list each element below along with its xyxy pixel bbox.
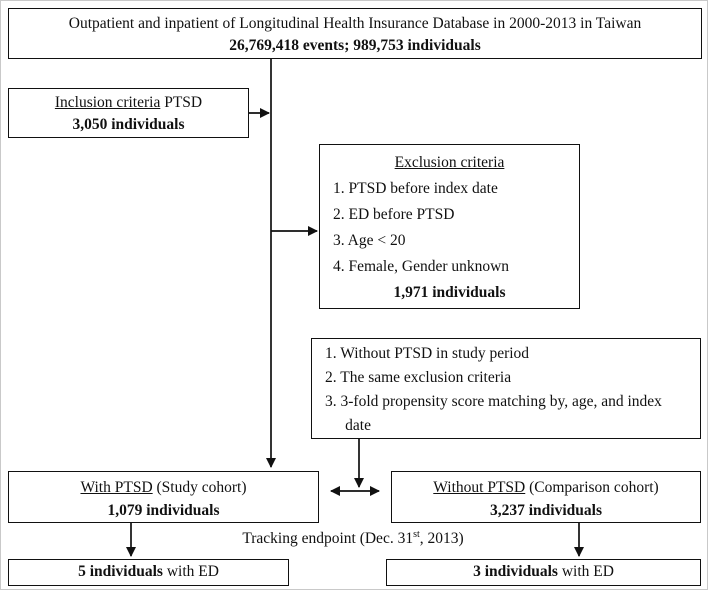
tracking-text-superscript: st	[413, 528, 420, 540]
inclusion-label	[9, 92, 248, 114]
exclusion-item-3: 3. Age < 20	[333, 232, 406, 249]
inclusion-label-rest: PTSD	[160, 94, 203, 111]
database-box	[8, 8, 702, 59]
outcome-right-count: 3 individuals	[473, 563, 558, 580]
study-cohort-label-underlined: With PTSD	[80, 479, 153, 496]
study-cohort-box	[8, 471, 319, 523]
exclusion-count: 1,971 individuals	[393, 284, 506, 301]
database-counts: 26,769,418 events; 989,753 individuals	[229, 37, 481, 54]
study-cohort-count: 1,079 individuals	[107, 502, 220, 519]
outcome-left-rest: with ED	[162, 563, 219, 580]
outcome-left-count: 5 individuals	[78, 563, 163, 580]
comparison-cohort-label-underlined: Without PTSD	[433, 479, 526, 496]
exclusion-item-2: 2. ED before PTSD	[333, 206, 455, 223]
matching-item-1: 1. Without PTSD in study period	[325, 345, 530, 362]
comparison-cohort-box	[391, 471, 701, 523]
study-cohort-label-rest: (Study cohort)	[152, 479, 247, 496]
tracking-text-post: , 2013)	[419, 530, 464, 547]
matching-item-3: 3. 3-fold propensity score matching by, age, and index date	[325, 393, 662, 434]
exclusion-item-1: 1. PTSD before index date	[333, 180, 498, 197]
study-cohort-label	[9, 476, 318, 499]
outcome-left-box	[8, 559, 289, 586]
comparison-cohort-label-rest: (Comparison cohort)	[525, 479, 659, 496]
comparison-cohort-label	[392, 476, 700, 499]
matching-item-2: 2. The same exclusion criteria	[325, 369, 512, 386]
exclusion-item-4: 4. Female, Gender unknown	[333, 258, 510, 275]
inclusion-label-underlined: Inclusion criteria	[54, 94, 161, 111]
tracking-text-pre: Tracking endpoint (Dec. 31	[242, 530, 414, 547]
inclusion-count: 3,050 individuals	[72, 116, 185, 133]
tracking-endpoint-label	[183, 528, 523, 550]
comparison-cohort-count: 3,237 individuals	[490, 502, 602, 519]
matching-criteria-box	[311, 338, 701, 439]
outcome-right-box	[386, 559, 701, 586]
exclusion-criteria-box	[319, 144, 580, 309]
database-title: Outpatient and inpatient of Longitudinal Health Insurance Database in 2000-2013 in Taiwan	[68, 15, 642, 32]
inclusion-criteria-box	[8, 88, 249, 138]
outcome-right-rest: with ED	[557, 563, 614, 580]
exclusion-title: Exclusion criteria	[394, 154, 505, 171]
